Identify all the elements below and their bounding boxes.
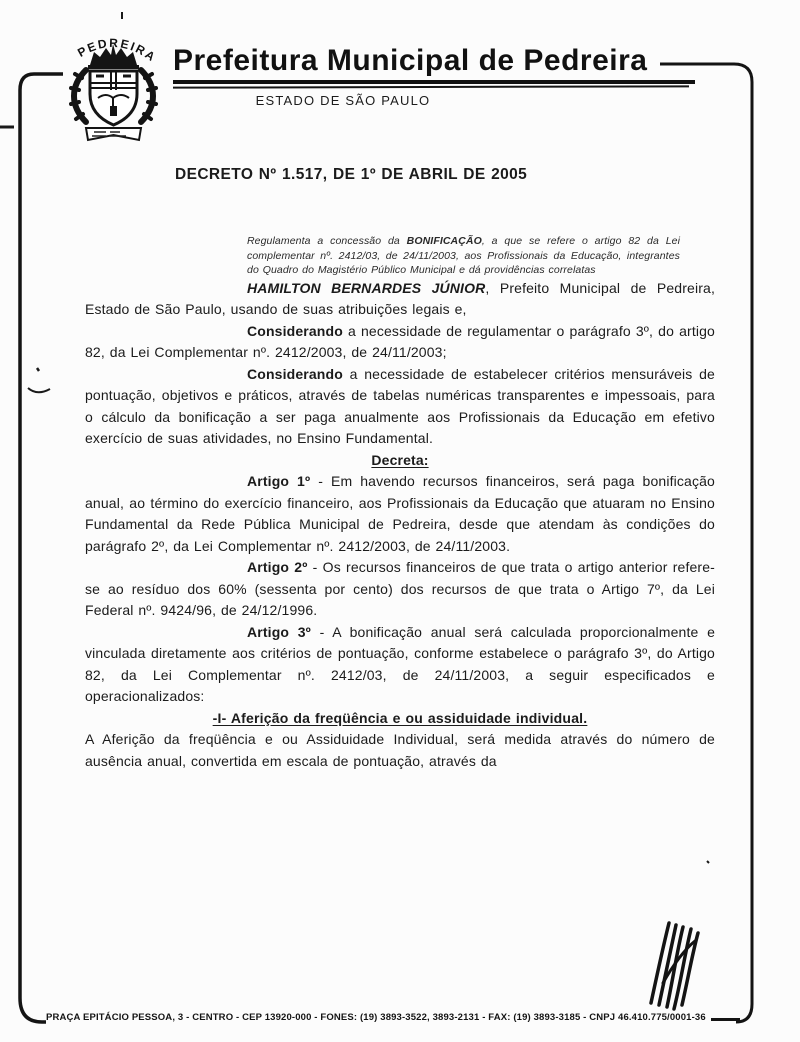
article-paragraph: [85, 622, 715, 708]
municipality-title: Prefeitura Municipal de Pedreira: [173, 44, 648, 77]
article-3-lead: Artigo 3º: [247, 623, 311, 640]
article-2-lead: Artigo 2º: [247, 559, 308, 575]
article-1-lead: Artigo 1º: [247, 473, 311, 489]
recital-post: , a que se refere o artigo 82 da Lei complementar nº. 2412/03, de 24/11/2003, aos Profissionais da Educação, integrantes do Quadro do Magistério Público Municipal e dá providências correlatas: [247, 235, 680, 276]
state-subtitle: ESTADO DE SÃO PAULO: [255, 93, 431, 108]
svg-text:PEDREIRA: PEDREIRA: [75, 35, 160, 65]
decree-body: [85, 165, 715, 772]
considerando-lead: Considerando: [247, 322, 343, 339]
preamble-text: a necessidade de estabelecer critérios mensuráveis de pontuação, objetivos e práticos, através de tabelas numéricas transparentes e impessoais, para o cálculo da bonificação a ser paga anualmente aos Profissionais da Educação em efetivo exercício de suas atividades, no Ensino Fundamental.: [85, 365, 715, 446]
section-heading: -I- Aferição da freqüência e ou assiduidade individual.: [212, 709, 588, 726]
article-paragraph: [85, 471, 715, 557]
pedreira-coat-of-arms-icon: [58, 28, 168, 146]
mayor-name: HAMILTON BERNARDES JÚNIOR: [247, 279, 486, 296]
recital-emphasis: BONIFICAÇÃO: [406, 235, 482, 247]
footer-rule: [711, 1018, 740, 1021]
masthead: [173, 44, 703, 108]
handwritten-initials-scribble: [643, 913, 707, 1011]
footer: [46, 1012, 740, 1023]
preamble-text: , Prefeito Municipal de Pedreira, Estado de São Paulo, usando de suas atribuições legais e,: [85, 279, 715, 317]
masthead-rule-secondary: [173, 85, 689, 88]
article-text: - A bonificação anual será calculada proporcionalmente e vinculada diretamente aos critérios de pontuação, conforme estabelece o parágrafo 3º, do Artigo 82, da Lei Complementar nº. 2412/03, de 24/11/2003, a seguir especificados e operacionalizados:: [85, 623, 716, 704]
preamble-text: a necessidade de regulamentar o parágrafo 3º, do artigo 82, da Lei Complementar nº. 2412/2003, de 24/11/2003;: [85, 322, 715, 360]
recital-pre: Regulamenta a concessão da: [247, 235, 407, 247]
article-text: - Os recursos financeiros de que trata o artigo anterior refere-se ao resíduo dos 60% (sessenta por cento) dos recursos de que trata o Artigo 7º, da Lei Federal nº. 9424/96, de 24/12/1996.: [85, 559, 715, 618]
considerando-lead: Considerando: [247, 365, 343, 382]
preamble-paragraph: [85, 278, 715, 321]
enacting-word: Decreta:: [371, 451, 429, 468]
preamble-paragraph: [85, 364, 715, 450]
masthead-rule: [173, 80, 695, 84]
footer-address: PRAÇA EPITÁCIO PESSOA, 3 - CENTRO - CEP 13920-000 - FONES: (19) 3893-3522, 3893-2131 - FAX: (19) 3893-3185 - CNPJ 46.410.775/0001-36: [46, 1012, 706, 1023]
article-text: - Em havendo recursos financeiros, será paga bonificação anual, ao término do exercício financeiro, aos Profissionais da Educação que atuaram no Ensino Fundamental da Rede Pública Municipal de Pedreira, desde que atendam às condições do parágrafo 2º, da Lei Complementar nº. 2412/2003, de 24/11/2003.: [85, 473, 715, 554]
decree-recital: [247, 234, 680, 278]
preamble-paragraph: [85, 321, 715, 364]
section-body: A Aferição da freqüência e ou Assiduidade Individual, será medida através do número de ausência anual, convertida em escala de pontuação, através da: [85, 731, 715, 769]
article-paragraph: [85, 557, 715, 622]
decree-title: DECRETO Nº 1.517, DE 1º DE ABRIL DE 2005: [175, 166, 528, 183]
